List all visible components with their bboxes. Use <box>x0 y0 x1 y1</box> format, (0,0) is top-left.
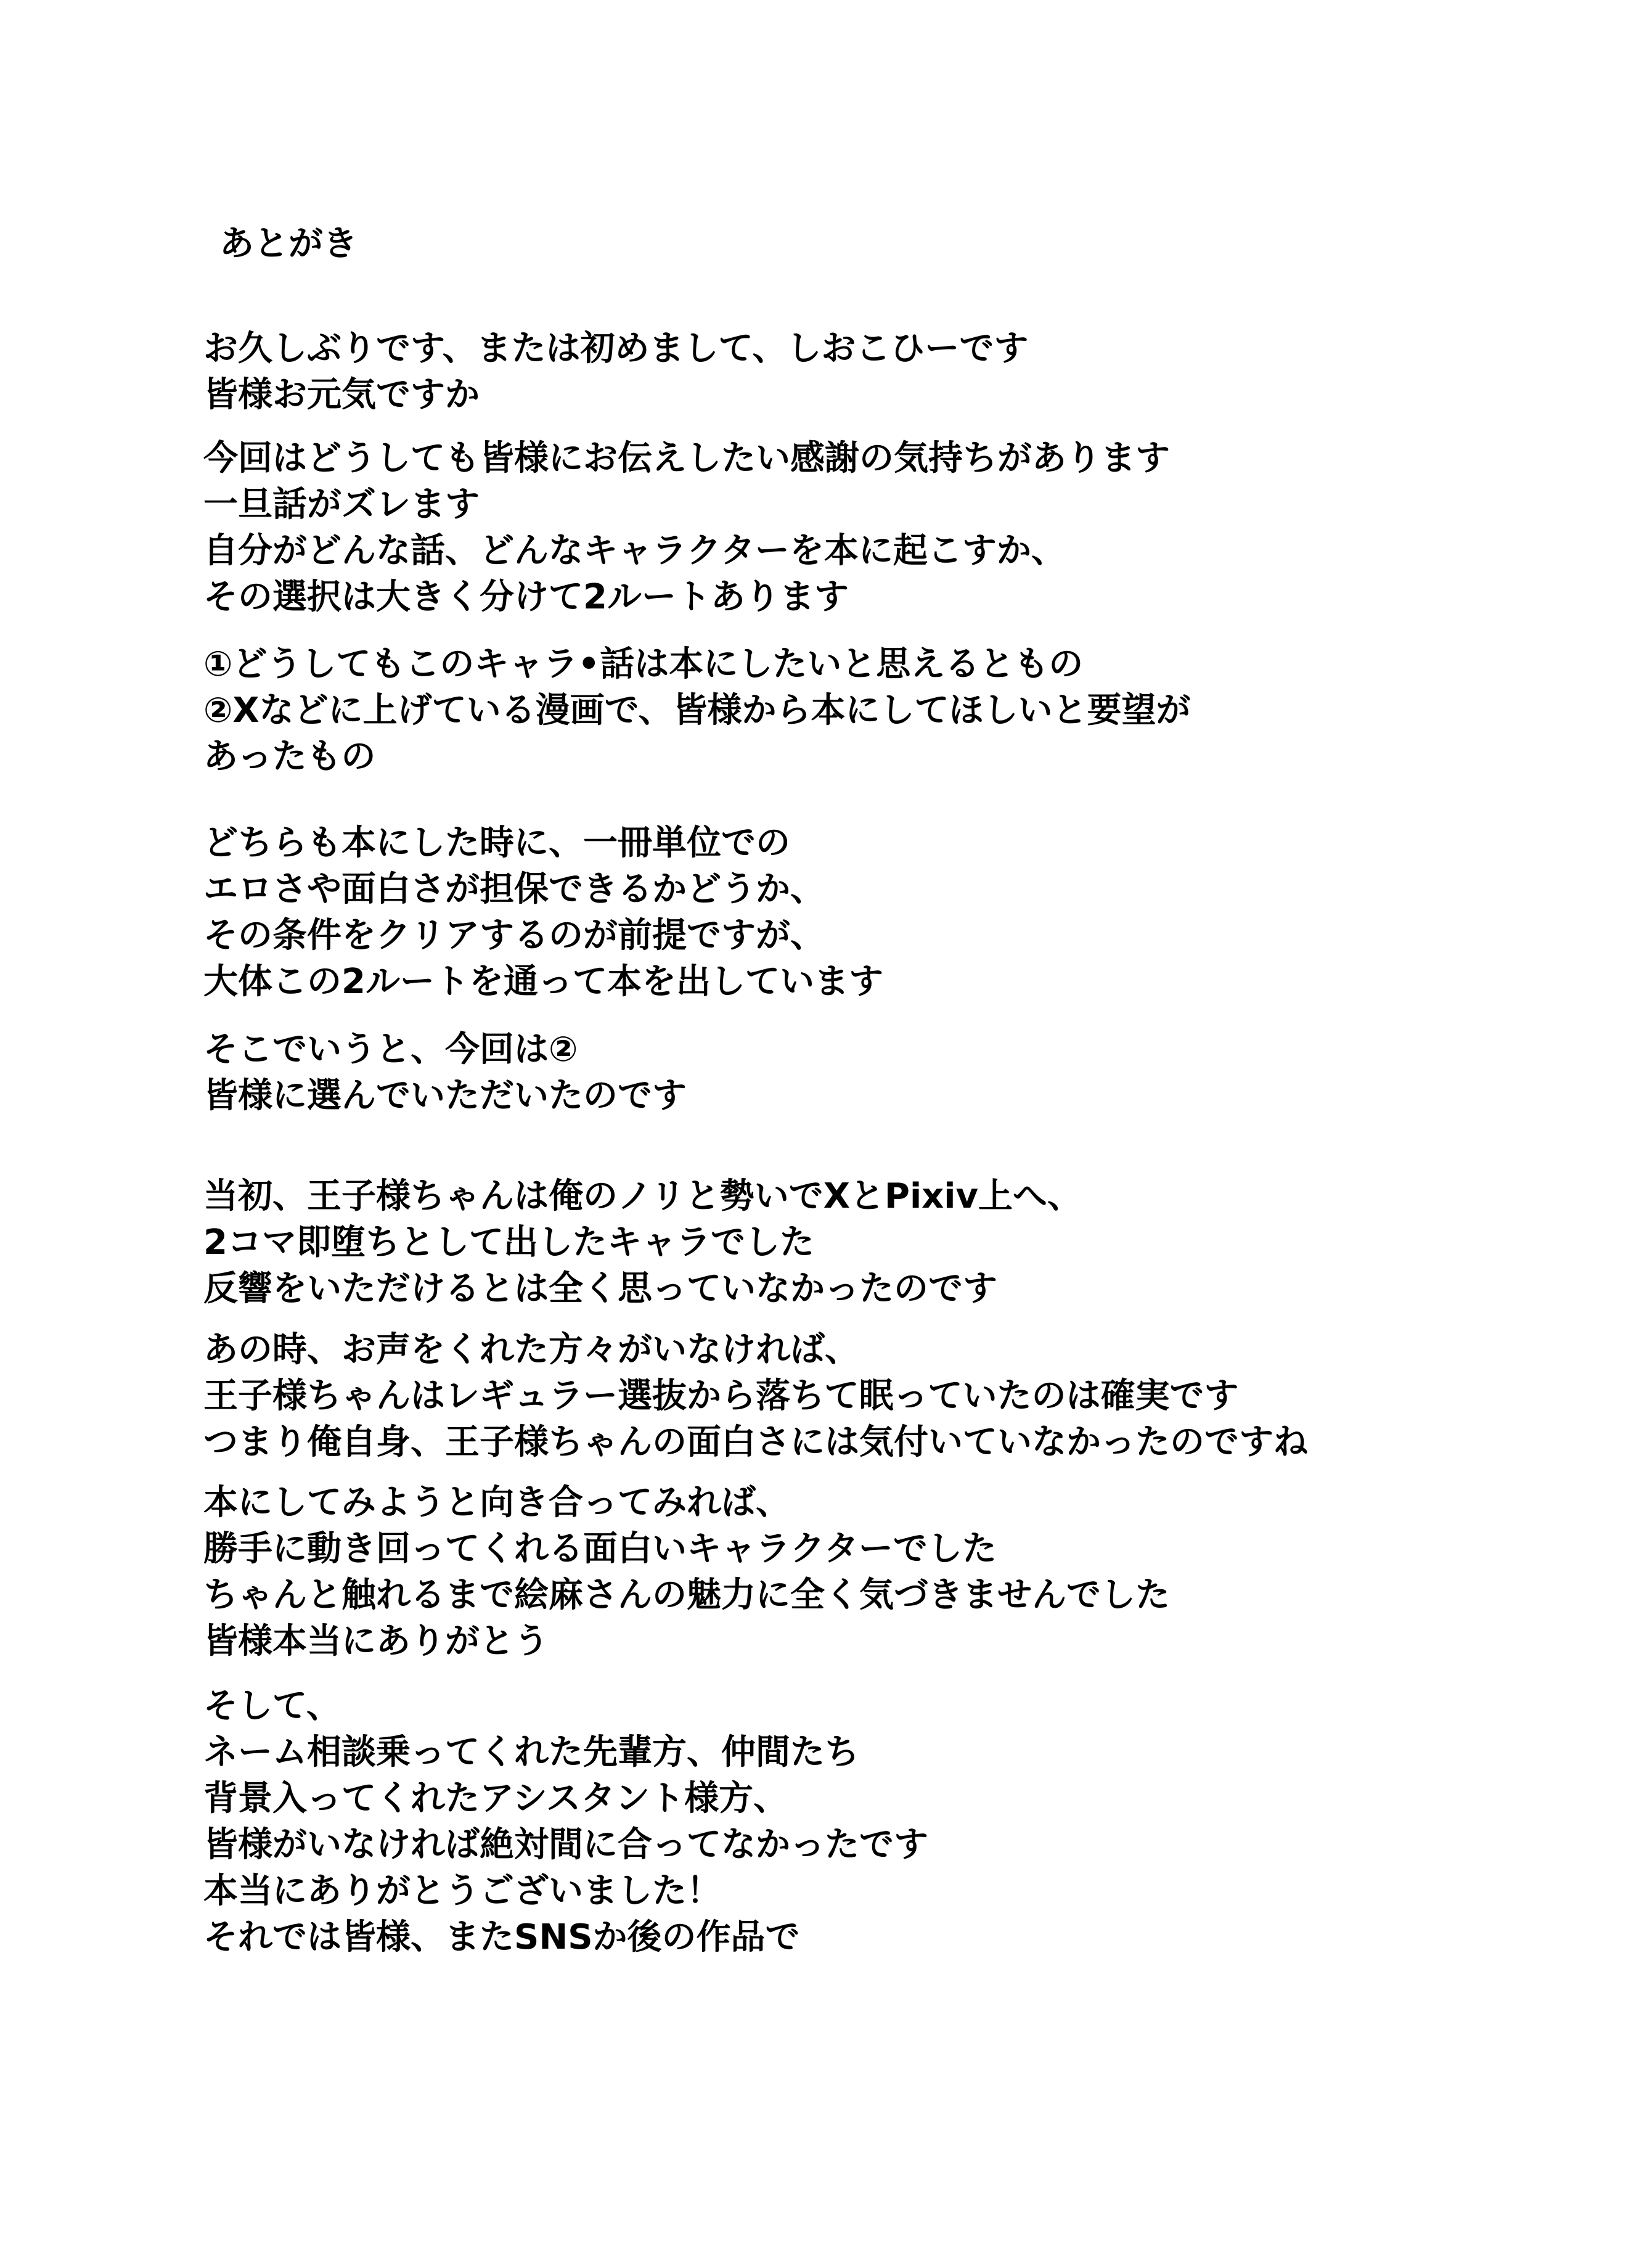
text-line: そこでいうと、今回は② <box>203 1030 578 1070</box>
text-line: 皆様本当にありがとう <box>203 1621 549 1661</box>
paragraph-character <box>203 1480 1170 1664</box>
text-line: 皆様に選んでいただいたのです <box>203 1076 687 1116</box>
paragraph-gratitude-intro <box>203 435 1170 620</box>
text-line: その条件をクリアするのが前提ですが、 <box>203 915 825 956</box>
text-line: エロさや面白さが担保できるかどうか、 <box>203 869 825 909</box>
text-line: お久しぶりです、または初めまして、しおこひーです <box>203 329 1029 369</box>
text-line: あの時、お声をくれた方々がいなければ、 <box>203 1330 859 1370</box>
paragraph-conditions <box>203 820 883 1005</box>
text-line: 王子様ちゃんはレギュラー選抜から落ちて眠っていたのは確実です <box>203 1376 1239 1416</box>
text-line: ①どうしてもこのキャラ•話は本にしたいと思えるともの <box>203 644 1084 684</box>
text-line: ②Xなどに上げている漫画で、皆様から本にしてほしいと要望が <box>203 690 1191 731</box>
text-line: 2コマ即堕ちとして出したキャラでした <box>203 1222 814 1263</box>
text-line: 本当にありがとうございました！ <box>203 1871 721 1911</box>
text-line: 背景入ってくれたアシスタント様方、 <box>203 1779 788 1819</box>
text-line: 自分がどんな話、どんなキャラクターを本に起こすか、 <box>203 531 1066 571</box>
text-line: そして、 <box>203 1686 341 1726</box>
paragraph-greeting <box>203 325 1028 418</box>
text-line: 勝手に動き回ってくれる面白いキャラクターでした <box>203 1529 997 1569</box>
paragraph-feedback <box>203 1327 1308 1465</box>
text-line: 一旦話がズレます <box>203 485 480 525</box>
paragraph-thanks <box>203 1683 928 1960</box>
text-line: それでは皆様、またSNSか後の作品で <box>203 1917 800 1957</box>
text-line: どちらも本にした時に、一冊単位での <box>203 823 790 863</box>
text-line: ちゃんと触れるまで絵麻さんの魅力に全く気づきませんでした <box>203 1575 1170 1615</box>
text-line: ネーム相談乗ってくれた先輩方、仲間たち <box>203 1732 859 1772</box>
text-line: 反響をいただけるとは全く思っていなかったのです <box>203 1269 997 1309</box>
text-line: 皆様がいなければ絶対間に合ってなかったです <box>203 1825 928 1865</box>
text-line: 当初、王子様ちゃんは俺のノリと勢いでXとPixiv上へ、 <box>203 1176 1082 1216</box>
text-line: 今回はどうしても皆様にお伝えしたい感謝の気持ちがあります <box>203 438 1170 478</box>
paragraph-chosen <box>203 1026 687 1119</box>
text-line: 大体この2ルートを通って本を出しています <box>203 962 883 1002</box>
page-title: あとがき <box>219 224 358 264</box>
text-line: つまり俺自身、王子様ちゃんの面白さには気付いていなかったのですね <box>203 1422 1308 1462</box>
text-line: 皆様お元気ですか <box>203 375 480 415</box>
paragraph-origin <box>203 1173 1082 1312</box>
text-line: あったもの <box>203 737 376 777</box>
paragraph-routes <box>203 641 1190 780</box>
text-line: その選択は大きく分けて2ルートあります <box>203 577 849 617</box>
text-line: 本にしてみようと向き合ってみれば、 <box>203 1483 790 1523</box>
